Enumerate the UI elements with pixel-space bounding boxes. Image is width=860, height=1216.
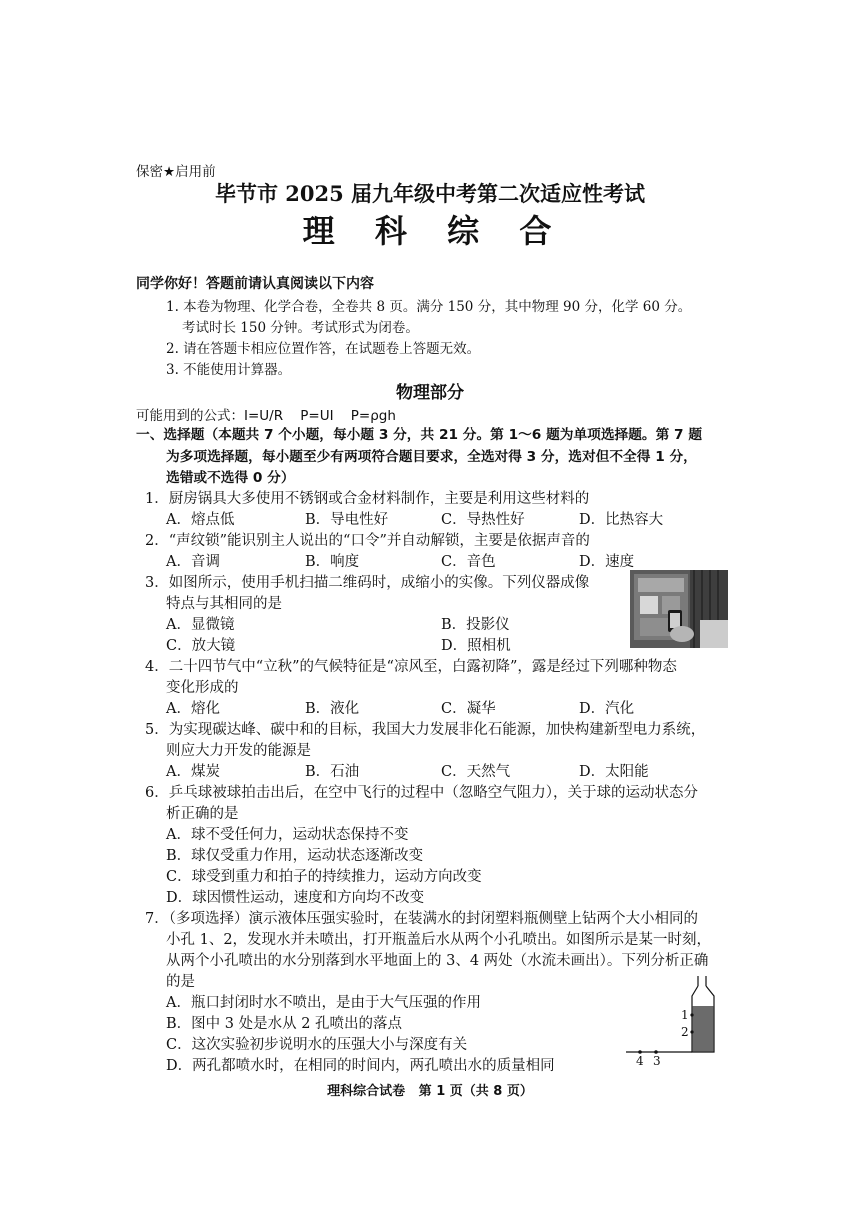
q6-stem-line-2: 析正确的是 bbox=[166, 806, 239, 822]
q6-option-c: C．球受到重力和拍子的持续推力，运动方向改变 bbox=[166, 869, 482, 885]
q3-option-b: B．投影仪 bbox=[441, 617, 510, 633]
q1-option-c: C．导热性好 bbox=[441, 512, 525, 528]
section-title: 物理部分 bbox=[396, 383, 464, 403]
part1-line-1: 一、选择题（本题共 7 个小题，每小题 3 分，共 21 分。第 1～6 题为单项选择题。第 7 题 bbox=[136, 427, 703, 443]
q7-option-d: D．两孔都喷水时，在相同的时间内，两孔喷出水的质量相同 bbox=[166, 1058, 555, 1074]
notice-item-2: 2. 请在答题卡相应位置作答，在试题卷上答题无效。 bbox=[166, 341, 481, 357]
q7-stem-line-1: 7．（多项选择）演示液体压强实验时，在装满水的封闭塑料瓶侧壁上钻两个大小相同的 bbox=[145, 911, 698, 927]
phone-scan-photo bbox=[630, 570, 728, 648]
q4-option-a: A．熔化 bbox=[166, 701, 220, 717]
q5-stem-line-1: 5．为实现碳达峰、碳中和的目标，我国大力发展非化石能源，加快构建新型电力系统， bbox=[145, 722, 706, 738]
q4-option-c: C．凝华 bbox=[441, 701, 496, 717]
q7-stem-line-4: 的是 bbox=[166, 974, 195, 990]
q7-option-c: C．这次实验初步说明水的压强大小与深度有关 bbox=[166, 1037, 468, 1053]
q1-option-a: A．熔点低 bbox=[166, 512, 235, 528]
q3-stem-line-2: 特点与其相同的是 bbox=[166, 596, 282, 612]
subject-title: 理 科 综 合 bbox=[302, 212, 558, 250]
part1-line-3: 选错或不选得 0 分） bbox=[166, 470, 295, 486]
q5-option-b: B．石油 bbox=[305, 764, 360, 780]
bottle-label-landing-4: 4 bbox=[636, 1054, 644, 1068]
q7-stem-line-2: 小孔 1、2，发现水并未喷出，打开瓶盖后水从两个小孔喷出。如图所示是某一时刻， bbox=[166, 932, 712, 948]
q5-option-c: C．天然气 bbox=[441, 764, 511, 780]
q5-option-a: A．煤炭 bbox=[166, 764, 220, 780]
q2-option-c: C．音色 bbox=[441, 554, 496, 570]
page-footer: 理科综合试卷 第 1 页（共 8 页） bbox=[327, 1084, 533, 1099]
q6-option-d: D．球因惯性运动，速度和方向均不改变 bbox=[166, 890, 425, 906]
notice-intro: 同学你好！答题前请认真阅读以下内容 bbox=[136, 276, 374, 292]
bottle-label-hole-2: 2 bbox=[681, 1025, 689, 1039]
q2-option-b: B．响度 bbox=[305, 554, 360, 570]
bottle-label-hole-1: 1 bbox=[681, 1008, 689, 1022]
q4-stem-line-2: 变化形成的 bbox=[166, 680, 239, 696]
q3-stem-line-1: 3．如图所示，使用手机扫描二维码时，成缩小的实像。下列仪器成像 bbox=[145, 575, 590, 591]
q4-stem-line-1: 4．二十四节气中“立秋”的气候特征是“凉风至，白露初降”，露是经过下列哪种物态 bbox=[145, 659, 677, 675]
q2-option-d: D．速度 bbox=[579, 554, 635, 570]
q3-option-a: A．显微镜 bbox=[166, 617, 235, 633]
q7-stem-line-3: 从两个小孔喷出的水分别落到水平地面上的 3、4 两处（水流未画出）。下列分析正确 bbox=[166, 953, 709, 969]
q2-stem: 2．“声纹锁”能识别主人说出的“口令”并自动解锁，主要是依据声音的 bbox=[145, 533, 590, 549]
notice-item-1-cont: 考试时长 150 分钟。考试形式为闭卷。 bbox=[182, 320, 419, 336]
confidential-label: 保密★启用前 bbox=[136, 164, 216, 180]
q1-option-d: D．比热容大 bbox=[579, 512, 664, 528]
q7-option-a: A．瓶口封闭时水不喷出，是由于大气压强的作用 bbox=[166, 995, 481, 1011]
bottle-label-landing-3: 3 bbox=[653, 1054, 661, 1068]
q3-option-d: D．照相机 bbox=[441, 638, 511, 654]
part1-line-2: 为多项选择题，每小题至少有两项符合题目要求，全选对得 3 分，选对但不全得 1 分， bbox=[166, 449, 697, 465]
q7-option-b: B．图中 3 处是水从 2 孔喷出的落点 bbox=[166, 1016, 403, 1032]
q2-option-a: A．音调 bbox=[166, 554, 220, 570]
exam-title: 毕节市 2025 届九年级中考第二次适应性考试 bbox=[214, 181, 646, 206]
q5-stem-line-2: 则应大力开发的能源是 bbox=[166, 743, 311, 759]
q6-option-b: B．球仅受重力作用，运动状态逐渐改变 bbox=[166, 848, 424, 864]
notice-item-3: 3. 不能使用计算器。 bbox=[166, 362, 292, 378]
q1-option-b: B．导电性好 bbox=[305, 512, 389, 528]
q5-option-d: D．太阳能 bbox=[579, 764, 649, 780]
formula-line: 可能用到的公式：I=U/R P=UI P=ρgh bbox=[136, 408, 396, 424]
q3-option-c: C．放大镜 bbox=[166, 638, 236, 654]
q4-option-b: B．液化 bbox=[305, 701, 360, 717]
q1-stem: 1．厨房锅具大多使用不锈钢或合金材料制作，主要是利用这些材料的 bbox=[145, 491, 590, 507]
q6-option-a: A．球不受任何力，运动状态保持不变 bbox=[166, 827, 409, 843]
q4-option-d: D．汽化 bbox=[579, 701, 635, 717]
q6-stem-line-1: 6．乒乓球被球拍击出后，在空中飞行的过程中（忽略空气阻力），关于球的运动状态分 bbox=[145, 785, 698, 801]
notice-item-1: 1. 本卷为物理、化学合卷，全卷共 8 页。满分 150 分，其中物理 90 分，化学 60 分。 bbox=[166, 299, 692, 315]
